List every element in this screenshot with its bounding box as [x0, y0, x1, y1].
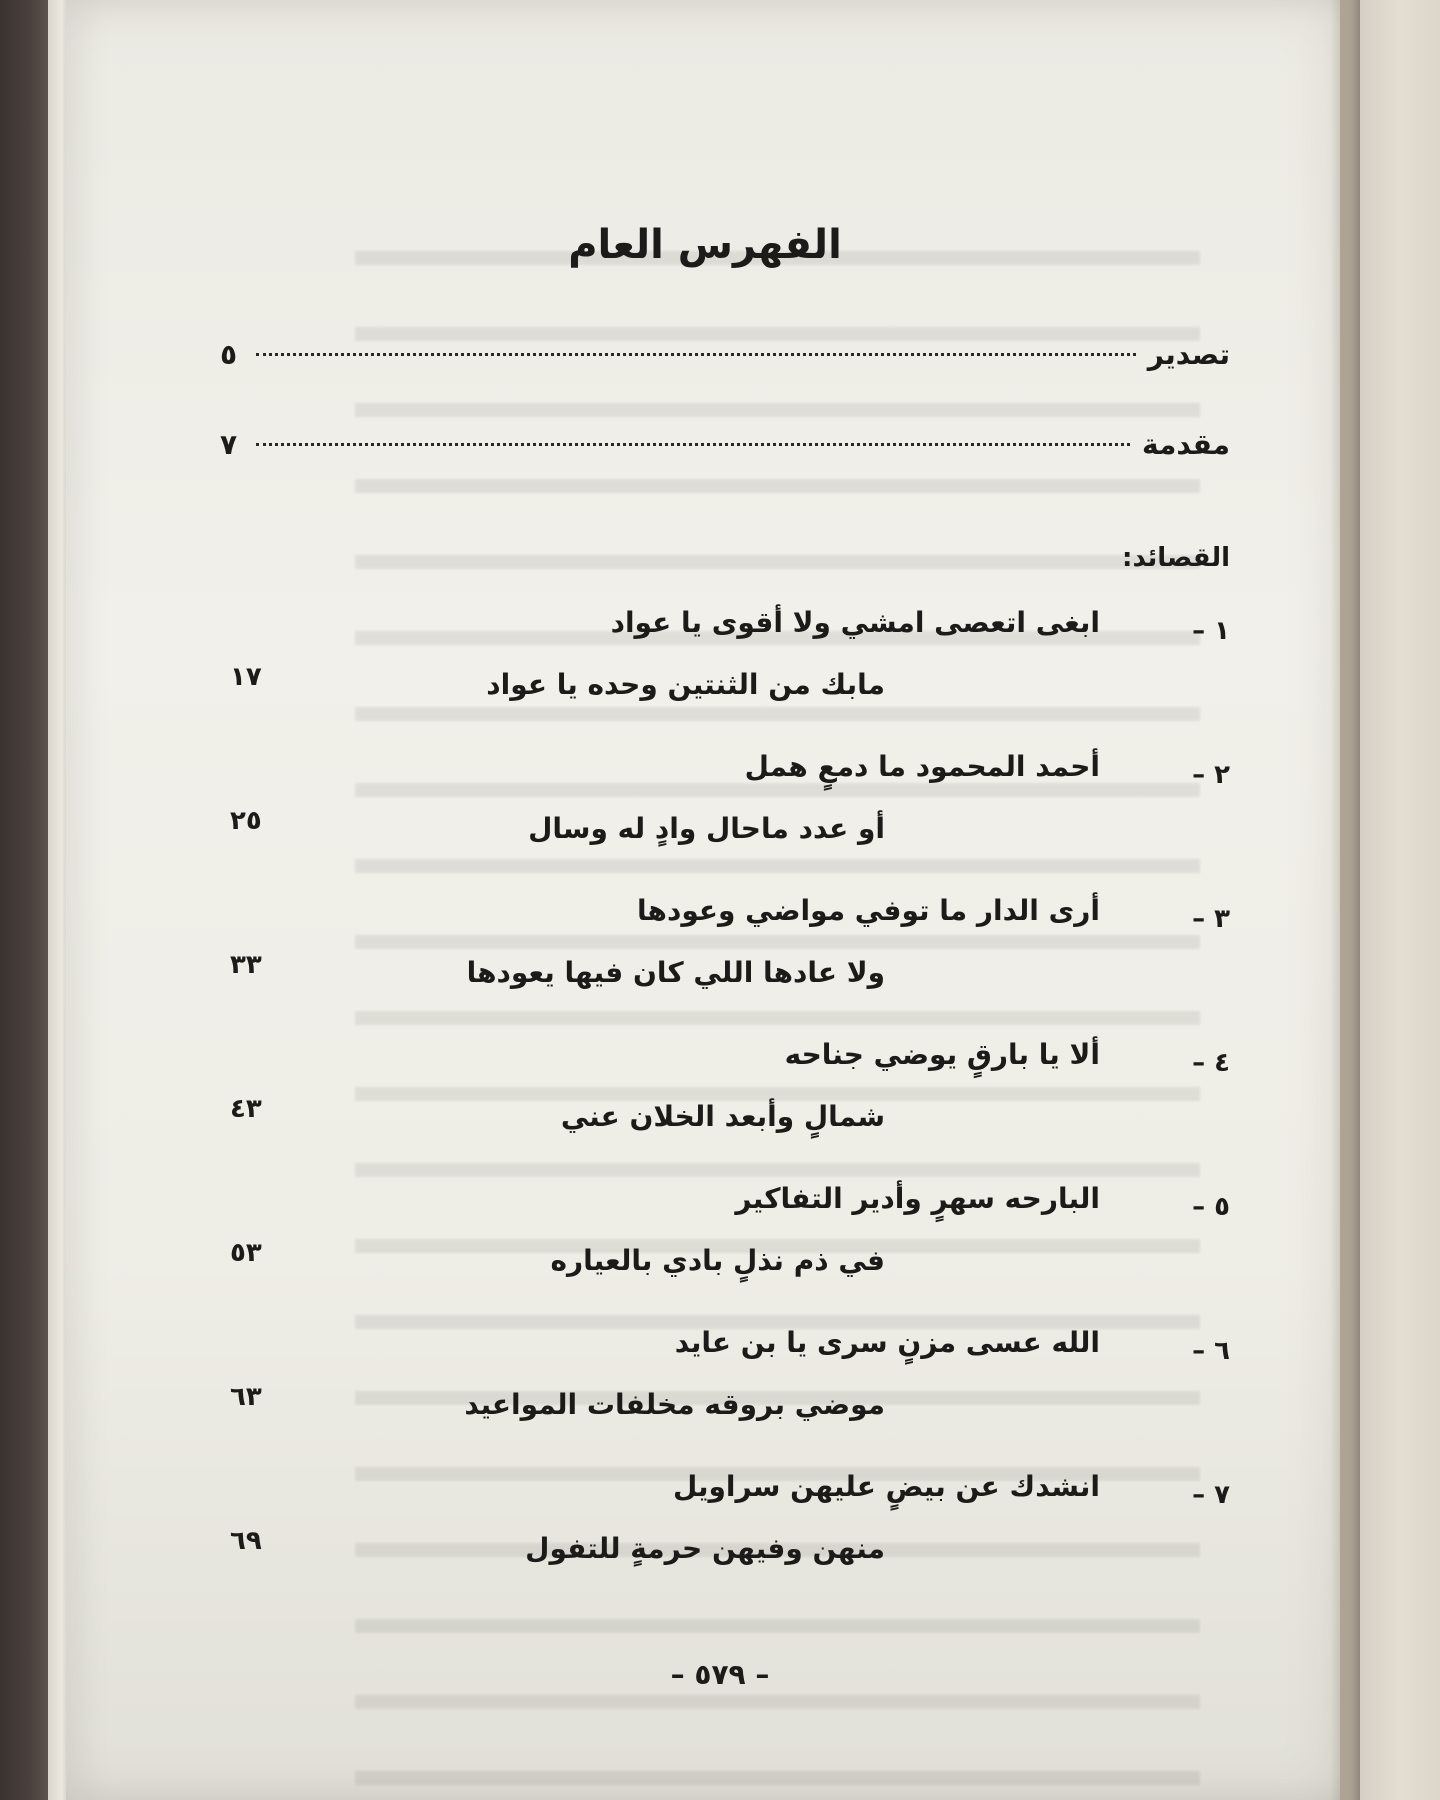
dot-leader	[256, 443, 1130, 446]
poem-second-line: مابك من الثنتين وحده يا عواد	[486, 668, 885, 701]
poem-first-line: أحمد المحمود ما دمعٍ همل	[744, 750, 1100, 783]
poem-entry	[220, 1030, 1230, 1174]
poem-second-line: شمالٍ وأبعد الخلان عني	[560, 1100, 885, 1133]
gutter-shadow	[1330, 0, 1360, 1800]
section-heading-poems: القصائد:	[1122, 543, 1230, 573]
poem-first-line: انشدك عن بيضٍ عليهن سراويل	[672, 1470, 1100, 1503]
poem-first-line: ألا يا بارقٍ يوضي جناحه	[784, 1038, 1100, 1071]
poem-second-line: منهن وفيهن حرمةٍ للتفول	[525, 1532, 885, 1565]
poem-page-number: ١٧	[230, 662, 262, 692]
poem-number: ٤ –	[1192, 1048, 1230, 1078]
poem-number: ١ –	[1192, 616, 1230, 646]
poem-page-number: ٥٣	[230, 1238, 262, 1268]
poem-number: ٥ –	[1192, 1192, 1230, 1222]
toc-entry-page: ٥	[220, 338, 238, 371]
poem-second-line: في ذم نذلٍ بادي بالعياره	[550, 1244, 885, 1277]
table-of-contents	[220, 210, 1230, 1606]
poem-entry	[220, 1174, 1230, 1318]
poem-number: ٧ –	[1192, 1480, 1230, 1510]
poem-page-number: ٤٣	[230, 1094, 262, 1124]
poem-page-number: ٦٩	[230, 1526, 262, 1556]
poem-entry	[220, 598, 1230, 742]
toc-entry-page: ٧	[220, 428, 238, 461]
poem-second-line: موضي بروقه مخلفات المواعيد	[464, 1388, 885, 1421]
poem-first-line: أرى الدار ما توفي مواضي وعودها	[637, 894, 1100, 927]
poem-first-line: البارحه سهرٍ وأدير التفاكير	[735, 1182, 1100, 1215]
poem-entry	[220, 886, 1230, 1030]
poem-page-number: ٢٥	[230, 806, 262, 836]
page-title: الفهرس العام	[568, 222, 842, 268]
poem-second-line: أو عدد ماحال وادٍ له وسال	[528, 812, 885, 845]
poem-first-line: ابغى اتعصى امشي ولا أقوى يا عواد	[610, 606, 1100, 639]
page-number-footer: – ٥٧٩ –	[670, 1658, 770, 1691]
poem-second-line: ولا عادها اللي كان فيها يعودها	[466, 956, 885, 989]
poem-entry	[220, 1318, 1230, 1462]
poem-page-number: ٦٣	[230, 1382, 262, 1412]
poem-page-number: ٣٣	[230, 950, 262, 980]
dot-leader	[256, 353, 1136, 356]
poem-number: ٣ –	[1192, 904, 1230, 934]
poem-entry	[220, 742, 1230, 886]
toc-entry-preface	[220, 310, 1230, 400]
poem-number: ٢ –	[1192, 760, 1230, 790]
poem-number: ٦ –	[1192, 1336, 1230, 1366]
poem-entry	[220, 1462, 1230, 1606]
poem-first-line: الله عسى مزنٍ سرى يا بن عايد	[674, 1326, 1100, 1359]
toc-entry-label: مقدمة	[1142, 428, 1230, 461]
toc-entry-introduction	[220, 400, 1230, 490]
toc-entry-label: تصدير	[1147, 338, 1230, 371]
